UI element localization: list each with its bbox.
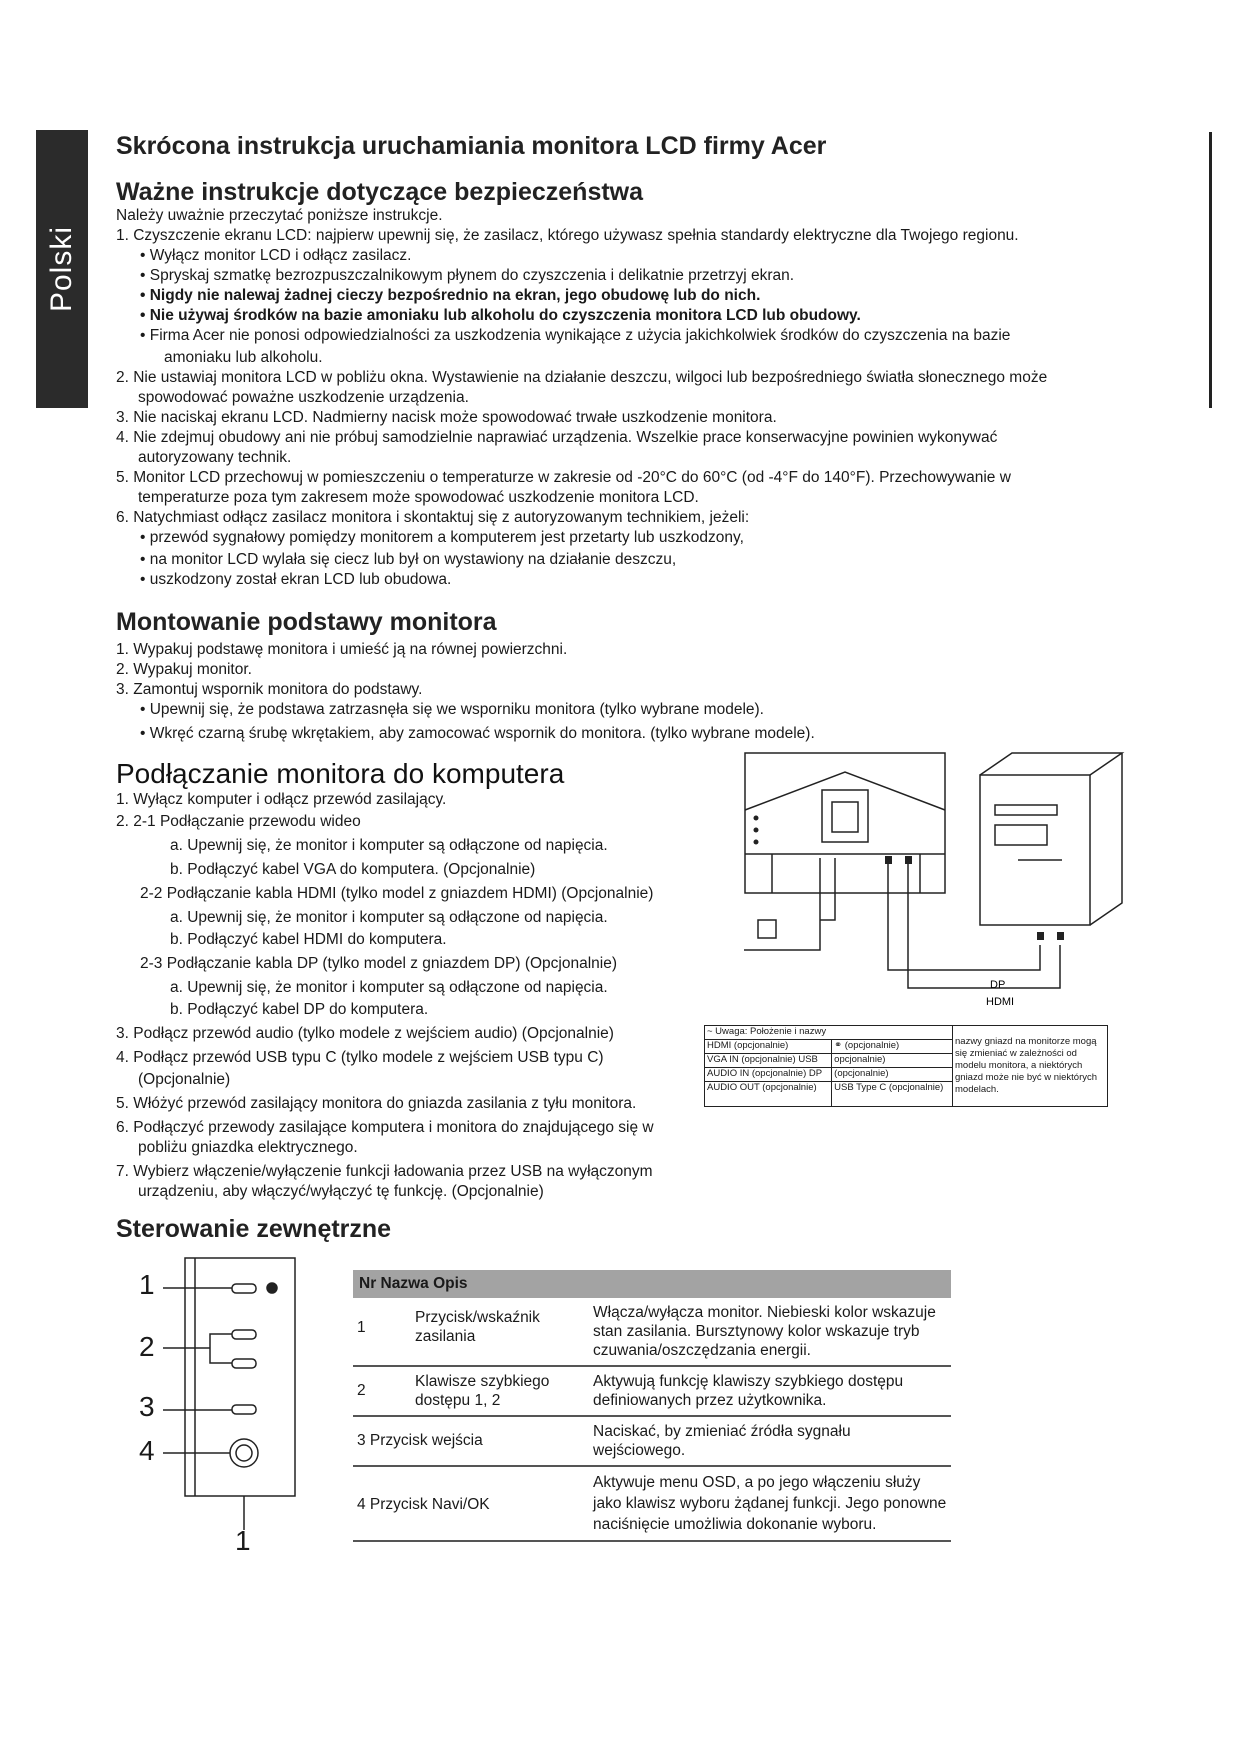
hotkey-1-button [232, 1330, 256, 1339]
stand-mount [822, 790, 868, 842]
port-table [704, 1025, 1108, 1107]
row-nr: 2 [353, 1366, 411, 1416]
safety-intro: Należy uważnie przeczytać poniższe instrukcje. [116, 207, 443, 224]
connect-step-heading: 2-2 Podłączanie kabla HDMI (tylko model z gniazdem HDMI) (Opcjonalnie) [140, 885, 654, 902]
row-desc: Aktywują funkcję klawiszy szybkiego dostępu definiowanych przez użytkownika. [589, 1366, 951, 1416]
row-name: Przycisk/wskaźnik zasilania [411, 1298, 589, 1366]
connect-step: 1. Wyłącz komputer i odłącz przewód zasilający. [116, 791, 447, 808]
hdmi-cable [888, 858, 1040, 970]
callout-bottom-1: 1 [235, 1525, 251, 1556]
navi-ok-button [230, 1439, 258, 1467]
connect-step: 3. Podłącz przewód audio (tylko modele z wejściem audio) (Opcjonalnie) [116, 1025, 614, 1042]
port-cell: HDMI (opcjonalnie) [705, 1040, 832, 1054]
callout-3: 3 [139, 1391, 155, 1422]
stand-step: 2. Wypakuj monitor. [116, 661, 252, 678]
safety-item-1-bullet: • Nigdy nie nalewaj żadnej cieczy bezpośrednio na ekran, jego obudowę lub do nich. [140, 287, 761, 304]
connect-heading: Podłączanie monitora do komputera [116, 758, 565, 789]
controls-table [353, 1270, 951, 1542]
connect-substep: a. Upewnij się, że monitor i komputer są odłączone od napięcia. [170, 909, 608, 926]
connect-step-cont: urządzeniu, aby włączyć/wyłączyć tę funkcję. (Opcjonalnie) [138, 1183, 544, 1200]
safety-item-6-bullet: • przewód sygnałowy pomiędzy monitorem a komputerem jest przetarty lub uszkodzony, [140, 529, 744, 546]
pc-tower [980, 775, 1090, 925]
dp-cable [908, 858, 1060, 988]
connection-diagram [740, 750, 1130, 1010]
controls-table-header: Nr Nazwa Opis [353, 1270, 951, 1298]
row-desc: Aktywuje menu OSD, a po jego włączeniu służy jako klawisz wyboru żądanej funkcji. Jego ponowne naciśnięcie umożliwia dokonanie wyboru. [589, 1466, 951, 1541]
power-button [232, 1284, 256, 1293]
stand-step: 1. Wypakuj podstawę monitora i umieść ją na równej powierzchni. [116, 641, 568, 658]
monitor-slope [745, 772, 945, 810]
port-cell: AUDIO OUT (opcjonalnie) [705, 1082, 832, 1107]
connect-substep: b. Podłączyć kabel VGA do komputera. (Opcjonalnie) [170, 861, 536, 878]
stand-bullet: • Upewnij się, że podstawa zatrzasnęła się we wsporniku monitora (tylko wybrane modele). [140, 701, 764, 718]
input-button [232, 1405, 256, 1414]
safety-item-6: 6. Natychmiast odłącz zasilacz monitora i skontaktuj się z autoryzowanym technikiem, jeżeli: [116, 509, 750, 526]
port-cell: VGA IN (opcjonalnie) USB [705, 1054, 832, 1068]
page-title: Skrócona instrukcja uruchamiania monitora LCD firmy Acer [116, 132, 827, 160]
row-desc: Naciskać, by zmieniać źródła sygnału wejściowego. [589, 1416, 951, 1466]
connect-substep: a. Upewnij się, że monitor i komputer są odłączone od napięcia. [170, 837, 608, 854]
language-label: Polski [45, 225, 78, 313]
port-cell: USB Type C (opcjonalnie) [832, 1082, 953, 1107]
monitor-back-panel [745, 753, 945, 893]
safety-item-5: 5. Monitor LCD przechowuj w pomieszczeniu o temperaturze w zakresie od -20°C do 60°C (od -4°F do 140°F). Przechowywanie w [116, 469, 1011, 486]
row-name: Klawisze szybkiego dostępu 1, 2 [411, 1366, 589, 1416]
connect-step-cont: (Opcjonalnie) [138, 1071, 231, 1088]
connect-step-cont: pobliżu gniazdka elektrycznego. [138, 1139, 358, 1156]
port-cell: opcjonalnie) [832, 1054, 953, 1068]
port-cell: ⚭ (opcjonalnie) [832, 1040, 953, 1054]
hdmi-label: HDMI [986, 996, 1015, 1008]
safety-item-4: 4. Nie zdejmuj obudowy ani nie próbuj samodzielnie naprawiać urządzenia. Wszelkie prace konserwacyjne powinien wykonywać [116, 429, 998, 446]
safety-item-5-cont: temperaturze poza tym zakresem może spowodować uszkodzenie monitora LCD. [138, 489, 699, 506]
connect-step: 5. Włóżyć przewód zasilający monitora do gniazda zasilania z tyłu monitora. [116, 1095, 637, 1112]
connect-step: 4. Podłącz przewód USB typu C (tylko modele z wejściem USB typu C) [116, 1049, 604, 1066]
row-nr: 1 [353, 1298, 411, 1366]
table-row [353, 1466, 951, 1541]
table-row [353, 1416, 951, 1466]
safety-item-1-bullet: • Nie używaj środków na bazie amoniaku lub alkoholu do czyszczenia monitora LCD lub obudowy. [140, 307, 861, 324]
table-row [353, 1366, 951, 1416]
callout-4: 4 [139, 1435, 155, 1466]
connect-substep: b. Podłączyć kabel DP do komputera. [170, 1001, 429, 1018]
connect-step: 6. Podłączyć przewody zasilające komputera i monitora do znajdującego się w [116, 1119, 654, 1136]
controls-diagram [135, 1255, 315, 1555]
callout-2: 2 [139, 1331, 155, 1362]
hotkey-2-button [232, 1359, 256, 1368]
safety-heading: Ważne instrukcje dotyczące bezpieczeństwa [116, 178, 644, 206]
safety-item-1-bullet-cont: amoniaku lub alkoholu. [164, 349, 323, 366]
connect-substep: b. Podłączyć kabel HDMI do komputera. [170, 931, 447, 948]
connect-step: 7. Wybierz włączenie/wyłączenie funkcji ładowania przez USB na wyłączonym [116, 1163, 653, 1180]
stand-step: 3. Zamontuj wspornik monitora do podstawy. [116, 681, 423, 698]
safety-item-1: 1. Czyszczenie ekranu LCD: najpierw upewnij się, że zasilacz, którego używasz spełnia standardy elektryczne dla Twojego regionu. [116, 227, 1019, 244]
connect-step: 2. 2-1 Podłączanie przewodu wideo [116, 813, 361, 830]
stand-bullet: • Wkręć czarną śrubę wkrętakiem, aby zamocować wspornik do monitora. (tylko wybrane modele). [140, 725, 815, 742]
safety-item-6-bullet: • uszkodzony został ekran LCD lub obudowa. [140, 571, 452, 588]
language-tab [36, 130, 88, 408]
row-desc: Włącza/wyłącza monitor. Niebieski kolor wskazuje stan zasilania. Bursztynowy kolor wskazuje tryb czuwania/oszczędzania energii. [589, 1298, 951, 1366]
margin-bar [1209, 132, 1212, 408]
connect-step-heading: 2-3 Podłączanie kabla DP (tylko model z gniazdem DP) (Opcjonalnie) [140, 955, 617, 972]
safety-item-3: 3. Nie naciskaj ekranu LCD. Nadmierny nacisk może spowodować trwałe uszkodzenie monitora. [116, 409, 777, 426]
safety-item-1-bullet: • Firma Acer nie ponosi odpowiedzialności za uszkodzenia wynikające z użycia jakichkolwiek środków do czyszczenia na bazie [140, 327, 1011, 344]
headphone-icon: ⚭ [834, 1040, 845, 1051]
stand-heading: Montowanie podstawy monitora [116, 608, 497, 636]
safety-item-6-bullet: • na monitor LCD wylała się ciecz lub był on wystawiony na działanie deszczu, [140, 551, 677, 568]
port-table-note: ~ Uwaga: Położenie i nazwy [705, 1026, 953, 1040]
dp-label: DP [990, 979, 1006, 991]
port-cell: AUDIO IN (opcjonalnie) DP [705, 1068, 832, 1082]
safety-item-1-bullet: • Spryskaj szmatkę bezrozpuszczalnikowym płynem do czyszczenia i delikatnie przetrzyj ekran. [140, 267, 795, 284]
power-adapter-icon [758, 920, 776, 938]
row-name: 4 Przycisk Navi/OK [353, 1466, 589, 1541]
table-row [353, 1298, 951, 1366]
callout-1: 1 [139, 1269, 155, 1300]
safety-item-1-bullet: • Wyłącz monitor LCD i odłącz zasilacz. [140, 247, 412, 264]
row-name: 3 Przycisk wejścia [353, 1416, 589, 1466]
port-table-side-note: nazwy gniazd na monitorze mogą się zmieniać w zależności od modelu monitora, a niektórych gniazd może nie być w niektórych modelach. [953, 1026, 1108, 1107]
safety-item-2-cont: spowodować poważne uszkodzenie urządzenia. [138, 389, 469, 406]
safety-item-2: 2. Nie ustawiaj monitora LCD w pobliżu okna. Wystawienie na działanie deszczu, wilgoci lub bezpośredniego światła słonecznego może [116, 369, 1048, 386]
port-cell: (opcjonalnie) [832, 1068, 953, 1082]
external-heading: Sterowanie zewnętrzne [116, 1215, 392, 1243]
connect-substep: a. Upewnij się, że monitor i komputer są odłączone od napięcia. [170, 979, 608, 996]
safety-item-4-cont: autoryzowany technik. [138, 449, 292, 466]
